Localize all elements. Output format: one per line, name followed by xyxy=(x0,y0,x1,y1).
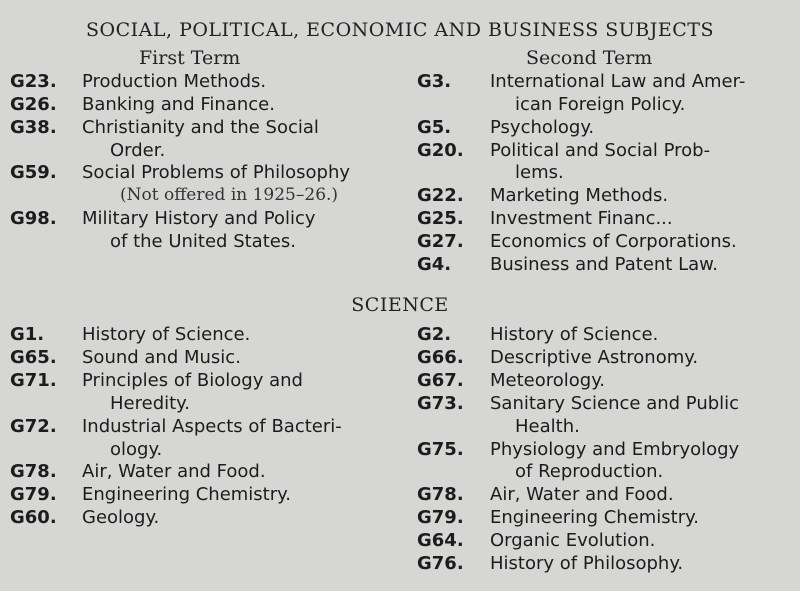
course-title-continued: of the United States. xyxy=(110,231,296,252)
course-code: G3. xyxy=(417,71,452,92)
course-title: Engineering Chemistry. xyxy=(82,484,291,505)
course-title: Engineering Chemistry. xyxy=(490,507,699,528)
course-title: History of Science. xyxy=(490,324,659,345)
course-title: Production Methods. xyxy=(82,71,267,92)
course-title-continued: Health. xyxy=(515,416,580,437)
course-title-continued: ican Foreign Policy. xyxy=(515,94,686,115)
course-code: G25. xyxy=(417,208,464,229)
course-code: G27. xyxy=(417,231,464,252)
section-title-science: SCIENCE xyxy=(351,294,449,316)
course-title: Social Problems of Philosophy xyxy=(82,162,351,183)
course-code: G22. xyxy=(417,185,464,206)
course-title: International Law and Amer- xyxy=(490,71,746,92)
course-code: G75. xyxy=(417,439,464,460)
course-title: Organic Evolution. xyxy=(490,530,656,551)
course-title: History of Science. xyxy=(82,324,251,345)
course-code: G67. xyxy=(417,370,464,391)
course-title: Geology. xyxy=(82,507,160,528)
course-title: Industrial Aspects of Bacteri- xyxy=(82,416,342,437)
course-code: G71. xyxy=(10,370,57,391)
course-code: G66. xyxy=(417,347,464,368)
course-code: G2. xyxy=(417,324,452,345)
course-code: G78. xyxy=(10,461,57,482)
course-note-text: (Not offered in 1925–26.) xyxy=(120,185,339,205)
course-title: Sanitary Science and Public xyxy=(490,393,740,414)
course-title: Business and Patent Law. xyxy=(490,254,718,275)
course-code: G79. xyxy=(417,507,464,528)
first-term-label: First Term xyxy=(139,47,241,69)
course-title: Marketing Methods. xyxy=(490,185,669,206)
course-code: G72. xyxy=(10,416,57,437)
course-code: G60. xyxy=(10,507,57,528)
course-code: G73. xyxy=(417,393,464,414)
course-code: G65. xyxy=(10,347,57,368)
course-title: Military History and Policy xyxy=(82,208,316,229)
course-title-continued: Heredity. xyxy=(110,393,190,414)
course-title-continued: of Reproduction. xyxy=(515,461,664,482)
section-title-social: SOCIAL, POLITICAL, ECONOMIC AND BUSINESS SUBJECTS xyxy=(86,19,714,41)
course-title: History of Philosophy. xyxy=(490,553,684,574)
course-title-continued: lems. xyxy=(515,162,564,183)
course-title: Principles of Biology and xyxy=(82,370,303,391)
course-title: Investment Financ... xyxy=(490,208,673,229)
course-title: Air, Water and Food. xyxy=(82,461,266,482)
course-title: Psychology. xyxy=(490,117,595,138)
course-title: Physiology and Embryology xyxy=(490,439,740,460)
course-title: Political and Social Prob- xyxy=(490,140,711,161)
course-code: G64. xyxy=(417,530,464,551)
course-title: Economics of Corporations. xyxy=(490,231,737,252)
course-code: G38. xyxy=(10,117,57,138)
course-code: G76. xyxy=(417,553,464,574)
course-title: Sound and Music. xyxy=(82,347,241,368)
course-title-continued: Order. xyxy=(110,140,166,161)
course-code: G1. xyxy=(10,324,45,345)
course-title: Air, Water and Food. xyxy=(490,484,674,505)
course-title: Christianity and the Social xyxy=(82,117,319,138)
course-code: G78. xyxy=(417,484,464,505)
course-code: G59. xyxy=(10,162,57,183)
course-title: Meteorology. xyxy=(490,370,606,391)
course-title: Descriptive Astronomy. xyxy=(490,347,699,368)
course-code: G98. xyxy=(10,208,57,229)
course-code: G4. xyxy=(417,254,452,275)
course-title: Banking and Finance. xyxy=(82,94,275,115)
course-title-continued: ology. xyxy=(110,439,163,460)
course-code: G79. xyxy=(10,484,57,505)
course-code: G26. xyxy=(10,94,57,115)
course-code: G5. xyxy=(417,117,452,138)
course-code: G23. xyxy=(10,71,57,92)
second-term-label: Second Term xyxy=(526,47,653,69)
course-code: G20. xyxy=(417,140,464,161)
